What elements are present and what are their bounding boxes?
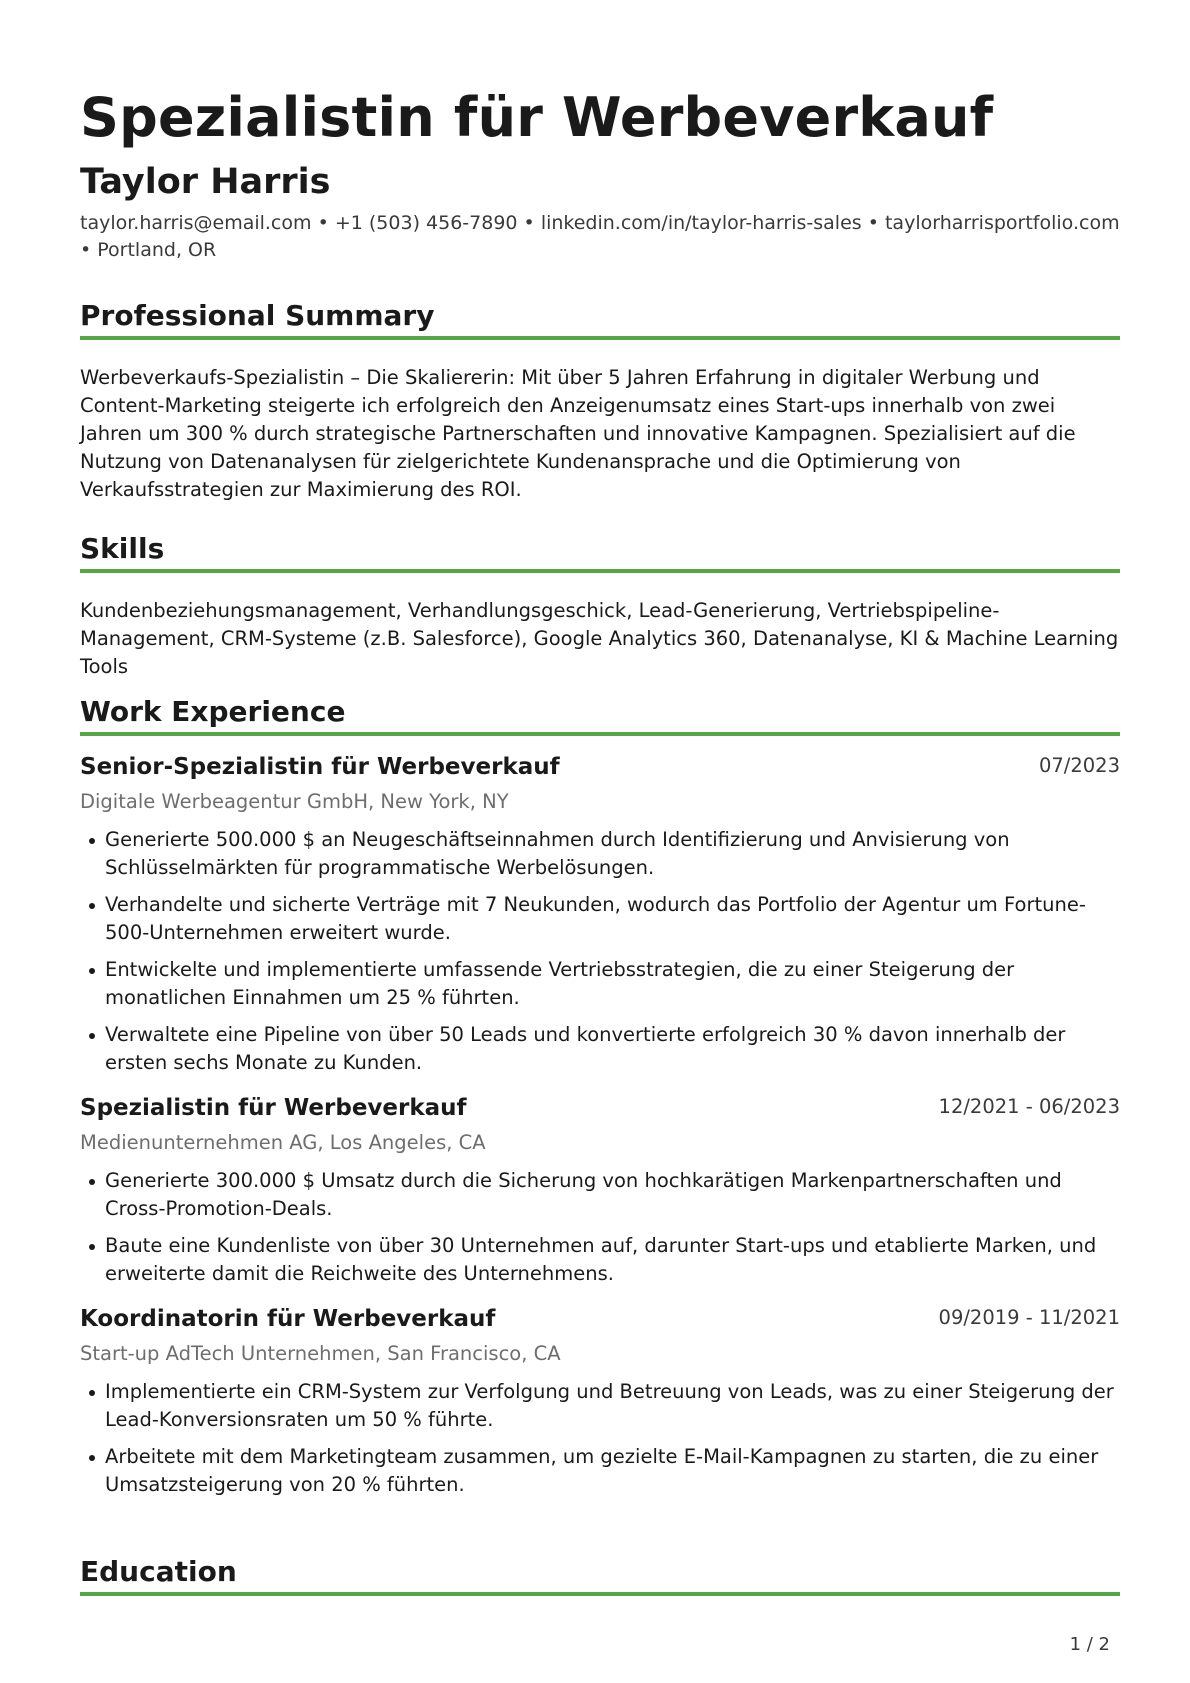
job-bullet <box>80 1378 1120 1434</box>
document-title: Spezialistin für Werbeverkauf <box>80 86 994 149</box>
job-company: Start-up AdTech Unternehmen, San Francisco, CA <box>80 1342 561 1365</box>
job-bullet-text: Baute eine Kundenliste von über 30 Unternehmen auf, darunter Start-ups und etablierte Marken, und erweiterte damit die Reichweite des Unternehmens. <box>105 1234 1097 1285</box>
bullet-dot-icon <box>89 1455 95 1461</box>
education-heading: Education <box>80 1555 237 1588</box>
contact-linkedin: linkedin.com/in/taylor-harris-sales <box>540 212 862 234</box>
job-bullets <box>80 1167 1120 1288</box>
job-bullet-text: Implementierte ein CRM-System zur Verfolgung und Betreuung von Leads, was zu einer Steigerung der Lead-Konversionsraten um 50 % führte. <box>105 1380 1114 1431</box>
job-title: Spezialistin für Werbeverkauf <box>80 1095 467 1121</box>
skills-section <box>80 529 1120 681</box>
summary-text: Werbeverkaufs-Spezialistin – Die Skaliererin: Mit über 5 Jahren Erfahrung in digitaler Werbung und Content-Marketing steigerte ich erfolgreich den Anzeigenumsatz eines Start-ups innerhalb von zwei Jahren um 300 % durch strategische Partnerschaften und innovative Kampagnen. Spezialisiert auf die Nutzung von Datenanalysen für zielgerichtete Kundenansprache und die Optimierung von Verkaufsstrategien zur Maximierung des ROI. <box>80 366 1076 501</box>
job-bullet-text: Arbeitete mit dem Marketingteam zusammen, um gezielte E-Mail-Kampagnen zu starten, die zu einer Umsatzsteigerung von 20 % führten. <box>105 1445 1099 1496</box>
summary-section <box>80 296 1120 504</box>
skills-header <box>80 529 1120 573</box>
experience-heading: Work Experience <box>80 695 346 728</box>
contact-email: taylor.harris@email.com <box>80 212 312 234</box>
bullet-dot-icon <box>89 1033 95 1039</box>
bullet-dot-icon <box>89 1179 95 1185</box>
contact-phone: +1 (503) 456-7890 <box>334 212 518 234</box>
job-date: 09/2019 - 11/2021 <box>938 1306 1120 1329</box>
contact-separator: • <box>317 212 329 234</box>
education-header <box>80 1552 1120 1596</box>
experience-section <box>80 692 1120 1508</box>
job-title: Senior-Spezialistin für Werbeverkauf <box>80 754 560 780</box>
bullet-dot-icon <box>89 1244 95 1250</box>
job-bullet-text: Verhandelte und sicherte Verträge mit 7 Neukunden, wodurch das Portfolio der Agentur um Fortune-500-Unternehmen erweitert wurde. <box>105 893 1086 944</box>
job-bullet-text: Entwickelte und implementierte umfassende Vertriebsstrategien, die zu einer Steigerung der monatlichen Einnahmen um 25 % führten. <box>105 958 1015 1009</box>
job-bullets <box>80 826 1120 1077</box>
contact-portfolio: taylorharrisportfolio.com <box>884 212 1120 234</box>
job-bullet-text: Generierte 500.000 $ an Neugeschäftseinnahmen durch Identifizierung und Anvisierung von Schlüsselmärkten für programmatische Werbelösungen. <box>105 828 1010 879</box>
job-bullet <box>80 956 1120 1012</box>
job-company: Digitale Werbeagentur GmbH, New York, NY <box>80 790 509 813</box>
contact-location: Portland, OR <box>97 239 217 261</box>
job-bullet-text: Generierte 300.000 $ Umsatz durch die Sicherung von hochkarätigen Markenpartnerschaften und Cross-Promotion-Deals. <box>105 1169 1062 1220</box>
job-bullet <box>80 1021 1120 1077</box>
job-bullet <box>80 1443 1120 1499</box>
summary-heading: Professional Summary <box>80 299 435 332</box>
page-number: 1 / 2 <box>1069 1634 1110 1655</box>
skills-text: Kundenbeziehungsmanagement, Verhandlungsgeschick, Lead-Generierung, Vertriebspipeline-Management, CRM-Systeme (z.B. Salesforce), Google Analytics 360, Datenanalyse, KI & Machine Learning Tools <box>80 599 1119 678</box>
contact-separator: • <box>80 239 92 261</box>
job-company: Medienunternehmen AG, Los Angeles, CA <box>80 1131 486 1154</box>
job-bullet <box>80 1167 1120 1223</box>
contact-line <box>80 210 1120 264</box>
skills-heading: Skills <box>80 532 165 565</box>
job-bullet <box>80 1232 1120 1288</box>
contact-separator: • <box>523 212 535 234</box>
job-bullets <box>80 1378 1120 1499</box>
job-bullet <box>80 826 1120 882</box>
contact-separator: • <box>867 212 879 234</box>
bullet-dot-icon <box>89 838 95 844</box>
bullet-dot-icon <box>89 903 95 909</box>
job-bullet <box>80 891 1120 947</box>
job-entry <box>80 1304 1120 1499</box>
person-name: Taylor Harris <box>80 162 331 202</box>
job-bullet-text: Verwaltete eine Pipeline von über 50 Leads und konvertierte erfolgreich 30 % davon innerhalb der ersten sechs Monate zu Kunden. <box>105 1023 1066 1074</box>
job-date: 12/2021 - 06/2023 <box>938 1095 1120 1118</box>
summary-header <box>80 296 1120 340</box>
education-section <box>80 1552 1120 1596</box>
experience-header <box>80 692 1120 736</box>
job-entry <box>80 1093 1120 1288</box>
job-entry <box>80 752 1120 1077</box>
bullet-dot-icon <box>89 968 95 974</box>
bullet-dot-icon <box>89 1390 95 1396</box>
job-date: 07/2023 <box>1038 754 1120 777</box>
job-title: Koordinatorin für Werbeverkauf <box>80 1306 496 1332</box>
